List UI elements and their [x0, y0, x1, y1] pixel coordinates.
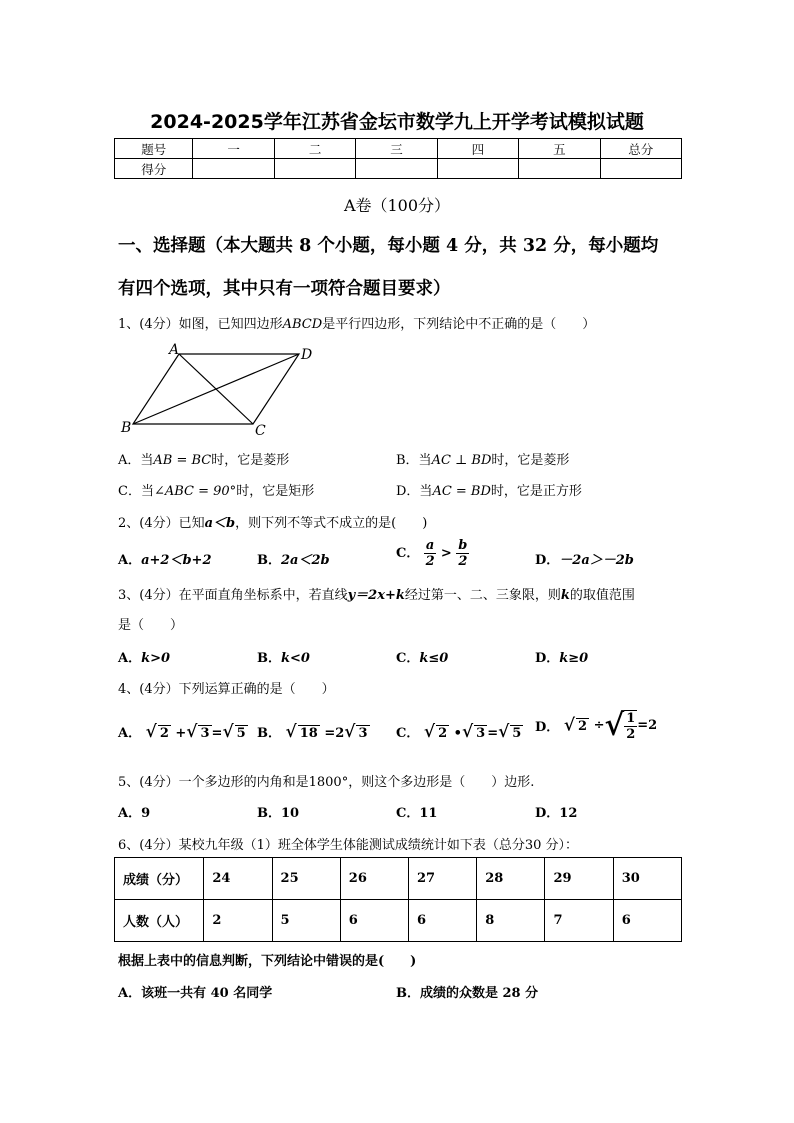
table-row [115, 900, 682, 942]
q1-opt-b-pre: B．当 [396, 453, 432, 468]
table-cell: 6 [340, 900, 408, 942]
q4-opt-d-label: D． [535, 720, 560, 735]
table-cell: 人数（人） [115, 900, 204, 942]
q5-option-a[interactable]: A．9 [118, 806, 151, 821]
frac-numerator: b [458, 538, 468, 553]
q2-option-b[interactable] [257, 549, 330, 568]
radicand: 2 [159, 726, 169, 741]
q2-opt-c-frac1 [424, 538, 436, 569]
q4-option-c[interactable] [396, 722, 523, 742]
radicand: 3 [358, 726, 368, 741]
q3-stem-pre: 3、(4分）在平面直角坐标系中，若直线 [118, 588, 348, 603]
q1-opt-b-math: AC ⊥ BD [431, 453, 492, 468]
operator: =2 [637, 718, 658, 733]
sqrt-icon: √ [285, 722, 297, 742]
question-3-stem [118, 584, 635, 603]
vertex-label-b: B [121, 420, 132, 436]
operator: + [175, 726, 187, 741]
q3-opt-b-label: B． [257, 651, 281, 666]
score-cell: 四 [437, 139, 518, 159]
q2-option-d[interactable] [535, 549, 634, 568]
q4-opt-c-label: C． [396, 726, 420, 741]
q3-opt-b-math: k<0 [281, 651, 310, 666]
q3-stem-math: y＝2x+k [347, 588, 405, 603]
q3-opt-d-label: D． [535, 651, 560, 666]
q3-opt-d-math: k≥0 [559, 651, 589, 666]
q2-opt-d-math: －2a＞－2b [559, 553, 634, 568]
question-4-stem: 4、(4分）下列运算正确的是（ ） [118, 682, 335, 697]
score-cell: 三 [356, 139, 437, 159]
score-table [114, 138, 682, 179]
q3-opt-a-math: k>0 [141, 651, 171, 666]
table-cell: 成绩（分） [115, 858, 204, 900]
frac-numerator: a [425, 538, 435, 553]
q1-option-d[interactable] [396, 480, 582, 499]
q1-option-a[interactable] [118, 449, 289, 468]
sqrt-icon: √ [604, 708, 625, 743]
radicand: 3 [476, 726, 486, 741]
table-cell: 28 [477, 858, 545, 900]
score-input-cell[interactable] [193, 159, 274, 179]
score-cell: 题号 [115, 139, 193, 159]
q1-option-c[interactable] [118, 480, 314, 499]
radicand: 2 [578, 718, 588, 734]
score-input-cell[interactable] [519, 159, 600, 179]
section1-heading-line2: 有四个选项，其中只有一项符合题目要求） [118, 279, 451, 299]
sqrt-icon: √ [423, 722, 436, 742]
q4-option-b[interactable] [257, 722, 370, 742]
table-cell: 24 [204, 858, 272, 900]
score-input-cell[interactable] [437, 159, 518, 179]
q1-stem-post: 是平行四边形，下列结论中不正确的是（ ） [322, 317, 596, 332]
question-1-stem [118, 313, 595, 332]
q1-opt-d-post: 时，它是正方形 [490, 484, 582, 499]
table-cell: 27 [409, 858, 477, 900]
score-cell: 总分 [600, 139, 681, 159]
q3-option-b[interactable] [257, 647, 310, 666]
frac-denominator: 2 [458, 554, 468, 569]
radicand: 3 [200, 726, 210, 741]
table-row [115, 858, 682, 900]
sqrt-icon: √ [222, 722, 234, 742]
q2-opt-c-op: > [440, 546, 452, 561]
vertex-label-d: D [301, 347, 313, 363]
radicand: 5 [236, 726, 246, 741]
question-6-followup: 根据上表中的信息判断，下列结论中错误的是( ) [118, 954, 417, 969]
sqrt-icon: √ [145, 722, 157, 742]
vertex-label-a: A [169, 342, 180, 358]
q4-option-d[interactable] [535, 708, 657, 743]
q3-option-a[interactable] [118, 647, 170, 666]
diagonal-bd [133, 354, 299, 424]
q2-opt-b-math: 2a＜2b [281, 553, 330, 568]
section1-heading-line1: 一、选择题（本大题共 8 个小题，每小题 4 分，共 32 分，每小题均 [118, 236, 659, 256]
q4-opt-d-frac [624, 710, 637, 742]
q2-option-a[interactable] [118, 549, 211, 568]
q3-stem-k: k [560, 588, 570, 603]
radicand: 2 [438, 726, 448, 741]
q3-option-d[interactable] [535, 647, 588, 666]
sqrt-icon: √ [461, 722, 474, 742]
question-6-stem: 6、(4分）某校九年级（1）班全体学生体能测试成绩统计如下表（总分30 分）： [118, 838, 579, 853]
q1-opt-c-math: ∠ABC = 90° [153, 484, 237, 499]
table-cell: 5 [272, 900, 340, 942]
q1-opt-c-pre: C．当 [118, 484, 154, 499]
q2-opt-b-label: B． [257, 553, 281, 568]
q2-opt-a-label: A． [118, 553, 142, 568]
sqrt-icon: √ [186, 722, 198, 742]
score-distribution-table [114, 857, 682, 942]
q1-opt-d-math: AC = BD [432, 484, 491, 499]
table-cell: 26 [340, 858, 408, 900]
q5-option-d[interactable]: D．12 [535, 806, 578, 821]
frac-numerator: 1 [626, 710, 636, 726]
operator: = [487, 726, 499, 741]
q2-stem-post: ，则下列不等式不成立的是( ) [235, 516, 428, 531]
score-cell: 二 [274, 139, 355, 159]
table-cell: 29 [545, 858, 613, 900]
q1-option-b[interactable] [396, 449, 569, 468]
table-cell: 6 [409, 900, 477, 942]
q2-opt-c-label: C． [396, 546, 420, 561]
q1-opt-c-post: 时，它是矩形 [236, 484, 315, 499]
operator: • [453, 726, 462, 741]
q4-opt-b-label: B． [257, 726, 281, 741]
q2-opt-c-frac2 [456, 538, 469, 569]
score-cell: 得分 [115, 159, 193, 179]
q1-stem-var: ABCD [282, 317, 323, 332]
frac-denominator: 2 [425, 554, 435, 569]
table-cell: 7 [545, 900, 613, 942]
question-2-stem [118, 512, 427, 531]
q3-opt-a-label: A． [118, 651, 142, 666]
q2-option-c[interactable] [396, 538, 469, 569]
score-cell: 五 [519, 139, 600, 159]
question-5-stem: 5、(4分）一个多边形的内角和是1800°，则这个多边形是（ ）边形. [118, 775, 535, 790]
q3-option-c[interactable] [396, 647, 448, 666]
q4-opt-a-label: A． [118, 726, 142, 741]
q1-opt-b-post: 时，它是菱形 [491, 453, 570, 468]
table-cell: 25 [272, 858, 340, 900]
q1-opt-a-post: 时，它是菱形 [211, 453, 290, 468]
radicand: 5 [512, 726, 522, 741]
sqrt-icon: √ [498, 722, 510, 742]
page-title: 2024-2025学年江苏省金坛市数学九上开学考试模拟试题 [150, 111, 644, 133]
question-3-stem-line2: 是（ ） [118, 618, 184, 633]
q1-opt-a-pre: A．当 [118, 453, 154, 468]
q2-stem-pre: 2、(4分）已知 [118, 516, 205, 531]
q1-opt-a-math: AB = BC [153, 453, 212, 468]
q3-stem-post: 的取值范围 [569, 588, 635, 603]
q3-opt-c-math: k≤0 [419, 651, 449, 666]
q1-stem-pre: 1、(4分）如图，已知四边形 [118, 317, 283, 332]
q3-stem-mid: 经过第一、二、三象限，则 [404, 588, 561, 603]
score-input-cell[interactable] [600, 159, 681, 179]
q6-option-b[interactable]: B．成绩的众数是 28 分 [396, 986, 539, 1001]
q2-stem-math: a＜b [204, 516, 236, 531]
section-a-heading: A卷（100分） [343, 196, 451, 215]
operator: = [211, 726, 223, 741]
table-cell: 8 [477, 900, 545, 942]
q4-option-a[interactable] [118, 722, 248, 742]
table-cell: 6 [613, 900, 681, 942]
q5-option-b[interactable]: B．10 [257, 806, 300, 821]
score-cell: 一 [193, 139, 274, 159]
score-table-header-row [115, 139, 682, 159]
score-input-cell[interactable] [274, 159, 355, 179]
q6-option-a[interactable]: A．该班一共有 40 名同学 [118, 986, 273, 1001]
radicand: 18 [299, 726, 318, 741]
q3-opt-c-label: C． [396, 651, 420, 666]
table-cell: 30 [613, 858, 681, 900]
q2-opt-d-label: D． [535, 553, 560, 568]
sqrt-icon: √ [563, 715, 575, 736]
frac-denominator: 2 [626, 726, 636, 742]
q1-opt-d-pre: D．当 [396, 484, 433, 499]
score-table-score-row [115, 159, 682, 179]
vertex-label-c: C [255, 423, 266, 439]
q5-option-c[interactable]: C．11 [396, 806, 438, 821]
q2-opt-a-math: a+2＜b+2 [141, 553, 212, 568]
sqrt-icon: √ [344, 722, 356, 742]
score-input-cell[interactable] [356, 159, 437, 179]
table-cell: 2 [204, 900, 272, 942]
parallelogram-figure [115, 340, 325, 440]
operator: =2 [324, 726, 345, 741]
operator: ÷ [593, 718, 605, 733]
